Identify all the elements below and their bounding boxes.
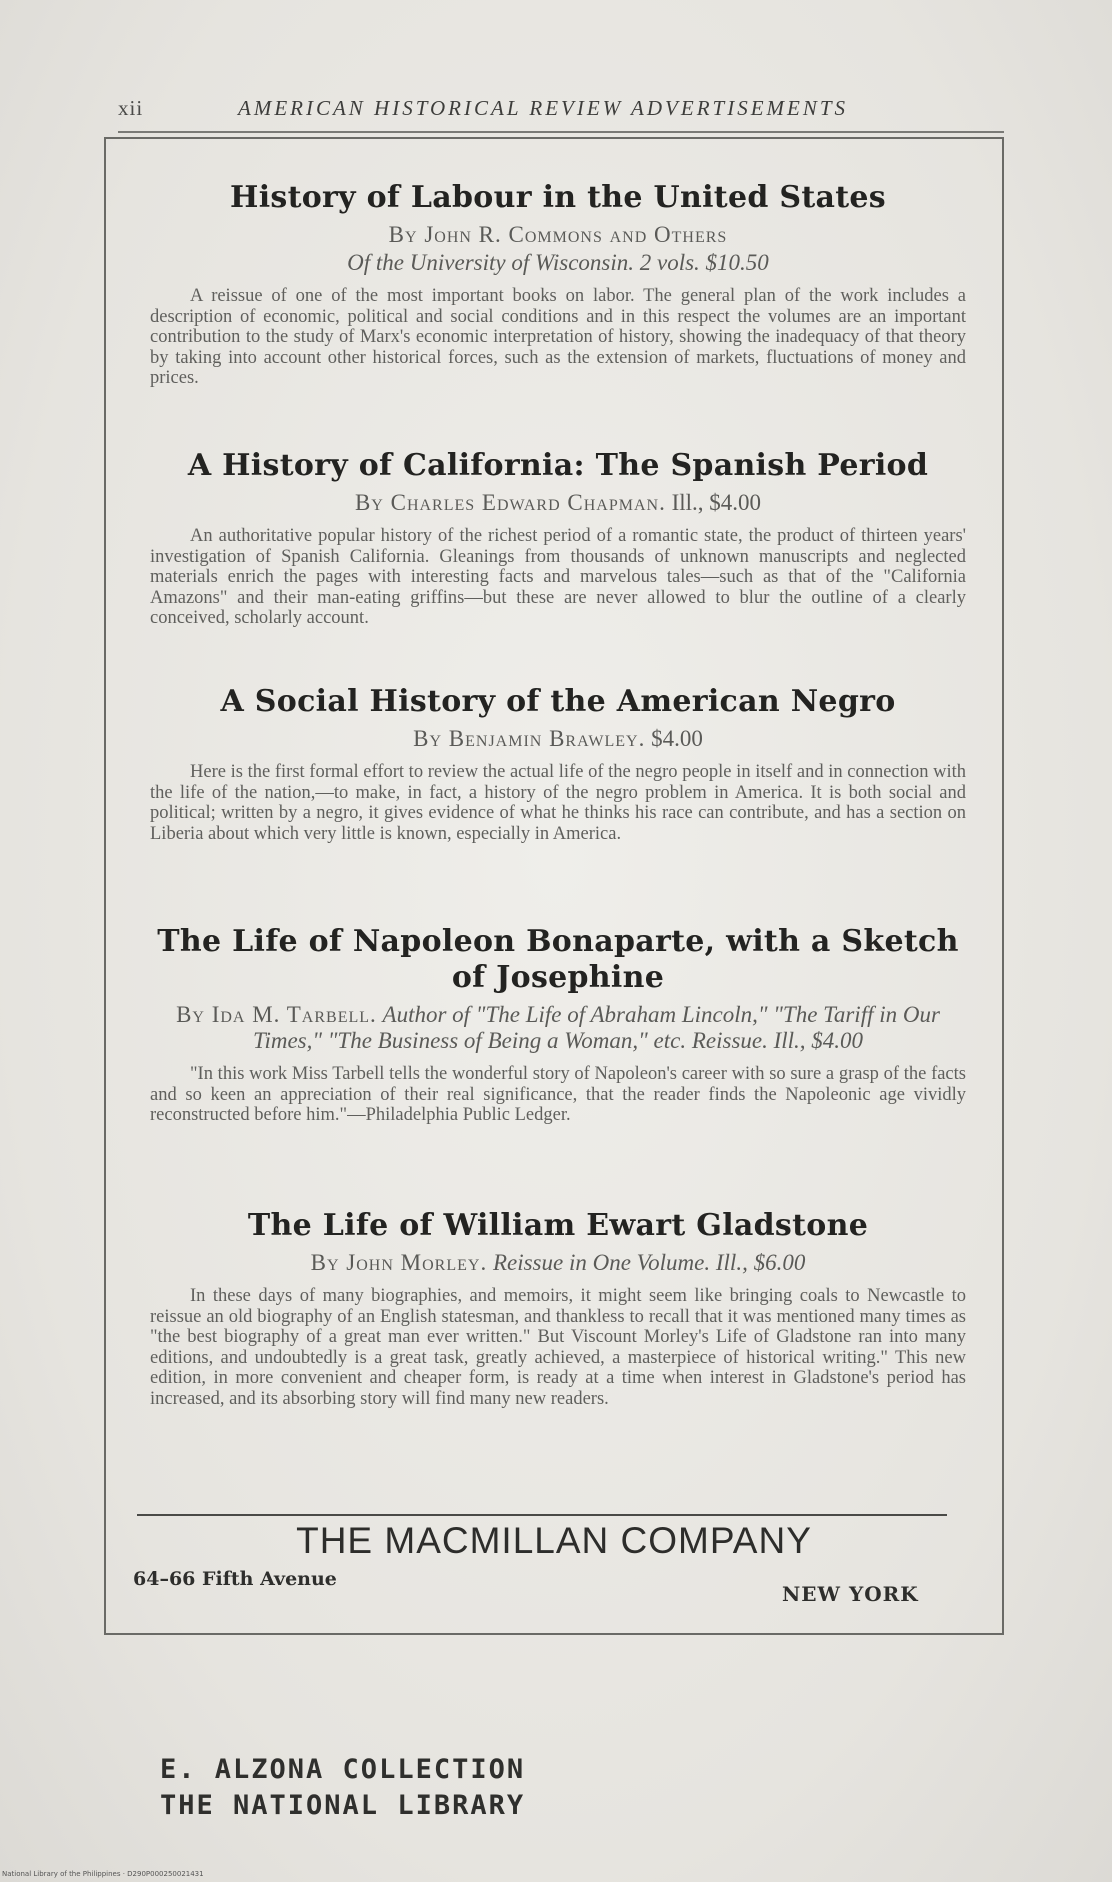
book-description: An authoritative popular history of the richest period of a romantic state, the product of thirteen years' investigation of Spanish California. Gleanings from thousands of unknown manuscripts and neglected materials enrich the pages with interesting facts and marvelous tales—such as that of the "California Amazons" and their man-eating griffins—but these are never allowed to blur the outline of a clearly conceived, scholarly account.: [150, 526, 966, 628]
library-stamp: [160, 1752, 525, 1824]
publisher-city: NEW YORK: [782, 1582, 919, 1606]
book-title: The Life of Napoleon Bonaparte, with a Sketch of Josephine: [157, 924, 959, 995]
book-entry-gladstone: [150, 1208, 966, 1409]
book-entry-negro-history: [150, 684, 966, 844]
book-description: "In this work Miss Tarbell tells the wonderful story of Napoleon's career with so sure a grasp of the facts and so keen an appreciation of their real significance, that the reader finds the Napoleonic age vividly reconstructed before him."—Philadelphia Public Ledger.: [150, 1064, 966, 1125]
book-detail-line: [150, 250, 966, 276]
top-rule: [118, 131, 1004, 133]
book-detail: Of the University of Wisconsin. 2 vols. $10.50: [347, 250, 769, 275]
book-entry-napoleon: [150, 924, 966, 1126]
book-title: A History of California: The Spanish Period: [187, 448, 929, 483]
scan-footer: National Library of the Philippines · D290P000250021431: [2, 1870, 204, 1878]
book-entry-labour: [150, 180, 966, 389]
book-title: A Social History of the American Negro: [220, 684, 896, 719]
book-description: A reissue of one of the most important books on labor. The general plan of the work includes a description of economic, political and social conditions and in this respect the volumes are an important contribution to the study of Marx's economic interpretation of history, showing the inadequacy of that theory by taking into account other historical forces, such as the extension of markets, fluctuations of money and prices.: [150, 286, 966, 388]
book-detail: Reissue in One Volume. Ill., $6.00: [492, 1250, 806, 1275]
running-head: [118, 94, 1018, 128]
bottom-rule: [137, 1514, 947, 1516]
stamp-line-2: THE NATIONAL LIBRARY: [160, 1790, 526, 1821]
stamp-line-1: E. ALZONA COLLECTION: [160, 1754, 526, 1785]
book-detail: $4.00: [651, 726, 703, 751]
running-title: AMERICAN HISTORICAL REVIEW ADVERTISEMENTS: [238, 96, 849, 120]
publisher-name: THE MACMILLAN COMPANY: [296, 1520, 812, 1561]
publisher-address: 64–66 Fifth Avenue: [133, 1568, 337, 1590]
book-author: By Charles Edward Chapman.: [354, 490, 666, 515]
book-byline: [150, 222, 966, 248]
book-author: By Benjamin Brawley.: [413, 726, 646, 751]
book-entry-california: [150, 448, 966, 629]
book-description: Here is the first formal effort to review the actual life of the negro people in itself and in connection with the life of the nation,—to make, in fact, a history of the negro problem in America. It is both social and political; written by a negro, it gives evidence of what he thinks his race can contribute, and has a section on Liberia about which very little is known, especially in America.: [150, 762, 966, 844]
book-byline: [150, 726, 966, 752]
book-author: By John R. Commons and Others: [388, 222, 728, 247]
book-author: By John Morley.: [310, 1250, 488, 1275]
book-title: The Life of William Ewart Gladstone: [247, 1208, 869, 1243]
page-number: xii: [118, 96, 144, 120]
book-byline: [150, 490, 966, 516]
book-author: By Ida M. Tarbell.: [176, 1002, 377, 1027]
book-description: In these days of many biographies, and memoirs, it might seem like bringing coals to Newcastle to reissue an old biography of an English statesman, and thankless to recall that it was mentioned many times as "the best biography of a great man ever written." But Viscount Morley's Life of Gladstone ran into many editions, and undoubtedly is a great task, greatly achieved, a masterpiece of historical writing." This new edition, in more convenient and cheaper form, is ready at a time when interest in Gladstone's period has increased, and its absorbing story will find many new readers.: [150, 1286, 966, 1409]
book-byline: [150, 1002, 966, 1054]
book-detail: Author of "The Life of Abraham Lincoln," "The Tariff in Our Times," "The Business of Being a Woman," etc. Reissue. Ill., $4.00: [252, 1002, 940, 1053]
book-detail: Ill., $4.00: [671, 490, 762, 515]
book-byline: [150, 1250, 966, 1276]
book-title: History of Labour in the United States: [230, 180, 886, 215]
